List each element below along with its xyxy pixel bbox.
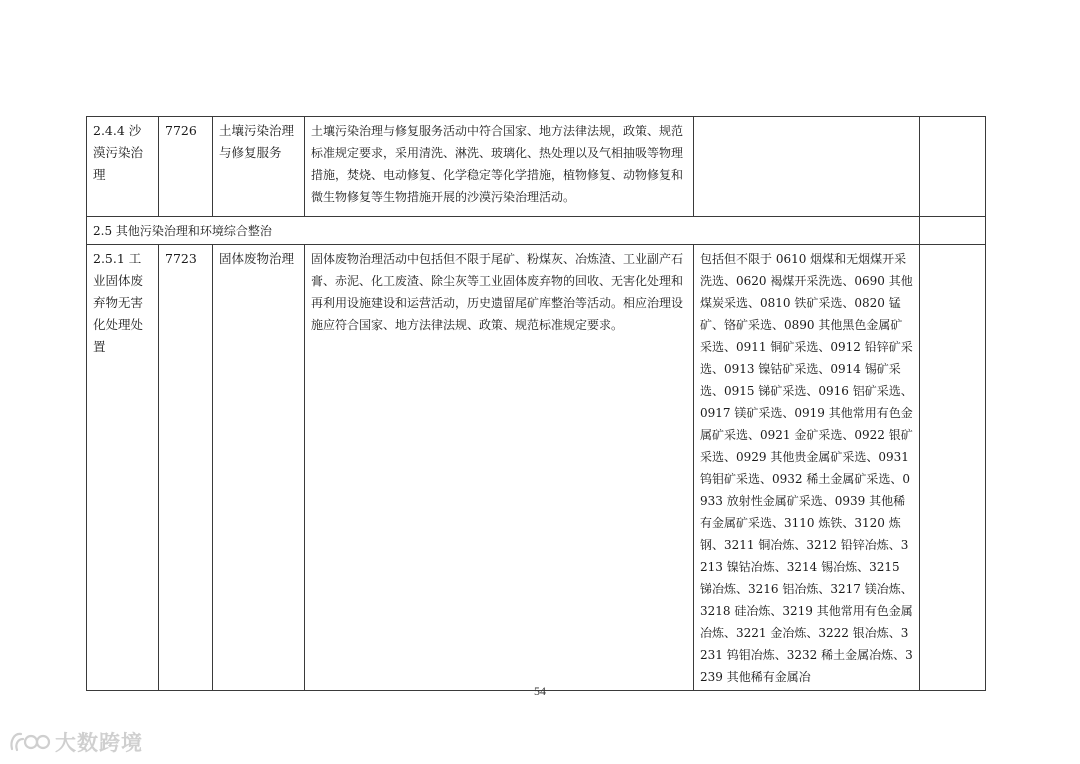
scope-cell: 包括但不限于 0610 烟煤和无烟煤开采洗选、0620 褐煤开采洗选、0690 其他煤炭采选、0810 铁矿采选、0820 锰矿、铬矿采选、0890 其他黑色金属矿采选、0911 铜矿采选、0912 铅锌矿采选、0913 镍钴矿采选、0914 锡矿采选、0915 锑矿采选、0916 铝矿采选、0917 镁矿采选、0919 其他常用有色金属矿采选、0921 金矿采选、0922 银矿采选、0929 其他贵金属矿采选、0931 钨钼矿采选、0932 稀土金属矿采选、0933 放射性金属矿采选、0939 其他稀有金属矿采选、3110 炼铁、3120 炼钢、3211 铜冶炼、3212 铅锌冶炼、3213 镍钴冶炼、3214 锡冶炼、3215 锑冶炼、3216 铝冶炼、3217 镁冶炼、3218 硅冶炼、3219 其他常用有色金属冶炼、3221 金冶炼、3222 银冶炼、3231 钨钼冶炼、3232 稀土金属冶炼、3239 其他稀有金属冶 <box>694 245 920 691</box>
description-cell: 土壤污染治理与修复服务活动中符合国家、地方法律法规，政策、规范标准规定要求，采用清洗、淋洗、玻璃化、热处理以及气相抽吸等物理措施，焚烧、电动修复、化学稳定等化学措施，植物修复、动物修复和微生物修复等生物措施开展的沙漠污染治理活动。 <box>305 117 694 217</box>
category-cell: 2.5.1 工业固体废弃物无害化处理处置 <box>87 245 159 691</box>
table-row <box>87 117 986 217</box>
category-cell: 2.4.4 沙漠污染治理 <box>87 117 159 217</box>
table-row <box>87 245 986 691</box>
page-number: 54 <box>534 684 546 698</box>
code-cell: 7723 <box>159 245 213 691</box>
note-cell <box>920 117 986 217</box>
note-cell <box>920 245 986 691</box>
name-cell: 土壤污染治理与修复服务 <box>213 117 305 217</box>
code-cell: 7726 <box>159 117 213 217</box>
name-cell: 固体废物治理 <box>213 245 305 691</box>
section-header: 2.5 其他污染治理和环境综合整治 <box>87 217 920 245</box>
watermark <box>8 727 143 757</box>
scope-cell <box>694 117 920 217</box>
classification-table <box>86 116 986 691</box>
description-cell: 固体废物治理活动中包括但不限于尾矿、粉煤灰、冶炼渣、工业副产石膏、赤泥、化工废渣、除尘灰等工业固体废弃物的回收、无害化处理和再利用设施建设和运营活动，历史遗留尾矿库整治等活动。相应治理设施应符合国家、地方法律法规、政策、规范标准规定要求。 <box>305 245 694 691</box>
section-row <box>87 217 986 245</box>
watermark-text: 大数跨境 <box>55 731 143 755</box>
brand-logo-icon <box>8 729 52 755</box>
note-cell <box>920 217 986 245</box>
